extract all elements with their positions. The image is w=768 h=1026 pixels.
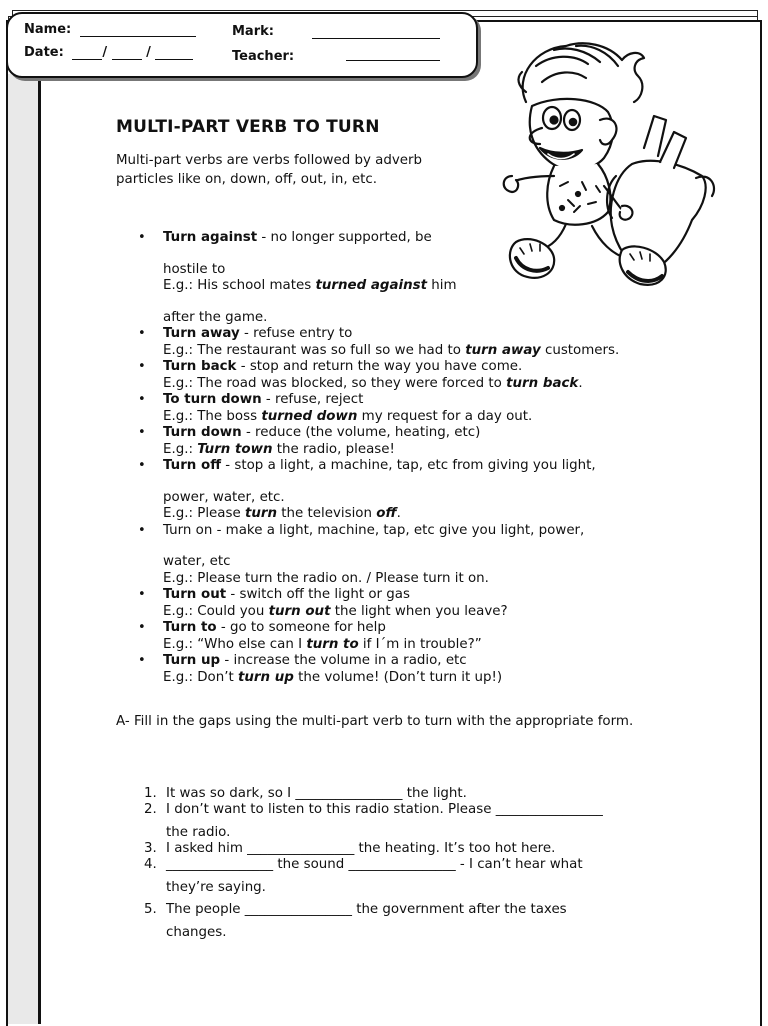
definition-meaning-cont: power, water, etc. xyxy=(163,489,285,505)
exercise-number: 3. xyxy=(144,841,157,856)
worksheet-title: MULTI-PART VERB TO TURN xyxy=(116,117,380,137)
definition-term: Turn to xyxy=(163,620,217,635)
definition-example: E.g.: The road was blocked, so they were forced to turn back. xyxy=(163,375,583,391)
student-info-box xyxy=(6,12,478,78)
date-separator: / xyxy=(102,45,108,60)
exercise-number: 2. xyxy=(144,802,157,817)
left-margin-bar xyxy=(8,74,41,1024)
definition-term: Turn back xyxy=(163,359,237,374)
definition-example: E.g.: The restaurant was so full so we had to turn away customers. xyxy=(163,342,620,358)
definition-item xyxy=(138,392,698,425)
definition-meaning: - refuse, reject xyxy=(261,392,364,407)
date-label: Date: xyxy=(24,45,64,60)
exercise-text: It was so dark, so I ________________ the light. xyxy=(166,786,467,801)
definition-plain-cont: water, etc xyxy=(163,554,231,569)
exercise-text: ________________ the sound ________________ - I can’t hear what xyxy=(166,857,583,872)
definition-meaning: - no longer supported, be xyxy=(257,230,432,245)
definition-meaning: - increase the volume in a radio, etc xyxy=(220,653,467,668)
definition-example: E.g.: Could you turn out the light when you leave? xyxy=(163,603,508,619)
definition-term: Turn down xyxy=(163,425,242,440)
definition-item xyxy=(138,523,698,588)
definition-meaning-cont: hostile to xyxy=(163,261,226,277)
exercise-number: 1. xyxy=(144,786,157,801)
definition-item xyxy=(138,620,698,653)
intro-paragraph: Multi-part verbs are verbs followed by adverb particles like on, down, off, out, in, etc. xyxy=(116,153,423,187)
exercise-number: 4. xyxy=(144,857,157,872)
definition-term: Turn away xyxy=(163,326,240,341)
definition-example-cont: after the game. xyxy=(163,309,268,325)
mark-label: Mark: xyxy=(232,24,274,39)
exercise-item[interactable] xyxy=(140,902,660,941)
definition-item xyxy=(138,230,698,326)
definition-example: E.g.: Turn town the radio, please! xyxy=(163,441,395,457)
definition-item xyxy=(138,359,698,392)
date-month-line[interactable] xyxy=(112,59,142,60)
date-year-line[interactable] xyxy=(155,59,193,60)
teacher-field xyxy=(232,49,294,64)
definition-meaning: - go to someone for help xyxy=(216,620,386,635)
definition-meaning: - reduce (the volume, heating, etc) xyxy=(241,425,481,440)
date-day-line[interactable] xyxy=(72,59,102,60)
name-line[interactable] xyxy=(80,36,196,37)
exercise-list xyxy=(140,786,660,941)
definition-example: E.g.: The boss turned down my request for a day out. xyxy=(163,408,533,424)
definition-term: Turn against xyxy=(163,230,258,245)
teacher-line[interactable] xyxy=(346,48,440,61)
definition-example: E.g.: Please turn the radio on. / Please turn it on. xyxy=(163,570,489,586)
definition-meaning: - stop a light, a machine, tap, etc from giving you light, xyxy=(221,458,596,473)
exercise-item[interactable] xyxy=(140,857,660,896)
exercise-item[interactable] xyxy=(140,841,660,857)
definition-meaning: - refuse entry to xyxy=(239,326,353,341)
teacher-label: Teacher: xyxy=(232,49,295,64)
exercise-text-cont: they’re saying. xyxy=(166,880,266,895)
definition-term: Turn up xyxy=(163,653,221,668)
date-separator: / xyxy=(146,45,151,60)
definition-item xyxy=(138,653,698,686)
exercise-text-cont: the radio. xyxy=(166,825,231,840)
exercise-item[interactable] xyxy=(140,786,660,802)
exercise-text: The people ________________ the government after the taxes xyxy=(166,902,567,917)
definition-example: E.g.: “Who else can I turn to if I´m in trouble?” xyxy=(163,636,482,652)
definition-example: E.g.: His school mates turned against him xyxy=(163,278,457,293)
definition-item xyxy=(138,326,698,359)
exercise-instructions: A- Fill in the gaps using the multi-part verb to turn with the appropriate form. xyxy=(116,714,634,729)
date-field xyxy=(24,45,193,60)
exercise-text: I asked him ________________ the heating. It’s too hot here. xyxy=(166,841,556,856)
name-field xyxy=(24,22,196,37)
definition-meaning: - stop and return the way you have come. xyxy=(236,359,523,374)
mark-line[interactable] xyxy=(312,28,440,39)
exercise-number: 5. xyxy=(144,902,157,917)
definition-example: E.g.: Please turn the television off. xyxy=(163,506,401,521)
definition-term: Turn out xyxy=(163,587,227,602)
definition-item xyxy=(138,587,698,620)
name-label: Name: xyxy=(24,22,72,37)
mark-field xyxy=(232,24,274,39)
definition-plain: Turn on - make a light, machine, tap, etc give you light, power, xyxy=(163,522,585,538)
definition-example: E.g.: Don’t turn up the volume! (Don’t turn it up!) xyxy=(163,669,503,685)
definition-term: To turn down xyxy=(163,392,262,407)
exercise-item[interactable] xyxy=(140,802,660,841)
exercise-text-cont: changes. xyxy=(166,925,227,940)
definition-item xyxy=(138,425,698,458)
exercise-text: I don’t want to listen to this radio station. Please ________________ xyxy=(166,802,603,817)
definition-term: Turn off xyxy=(163,458,222,473)
definition-list xyxy=(138,230,698,686)
definition-item xyxy=(138,458,698,523)
definition-meaning: - switch off the light or gas xyxy=(226,587,410,602)
